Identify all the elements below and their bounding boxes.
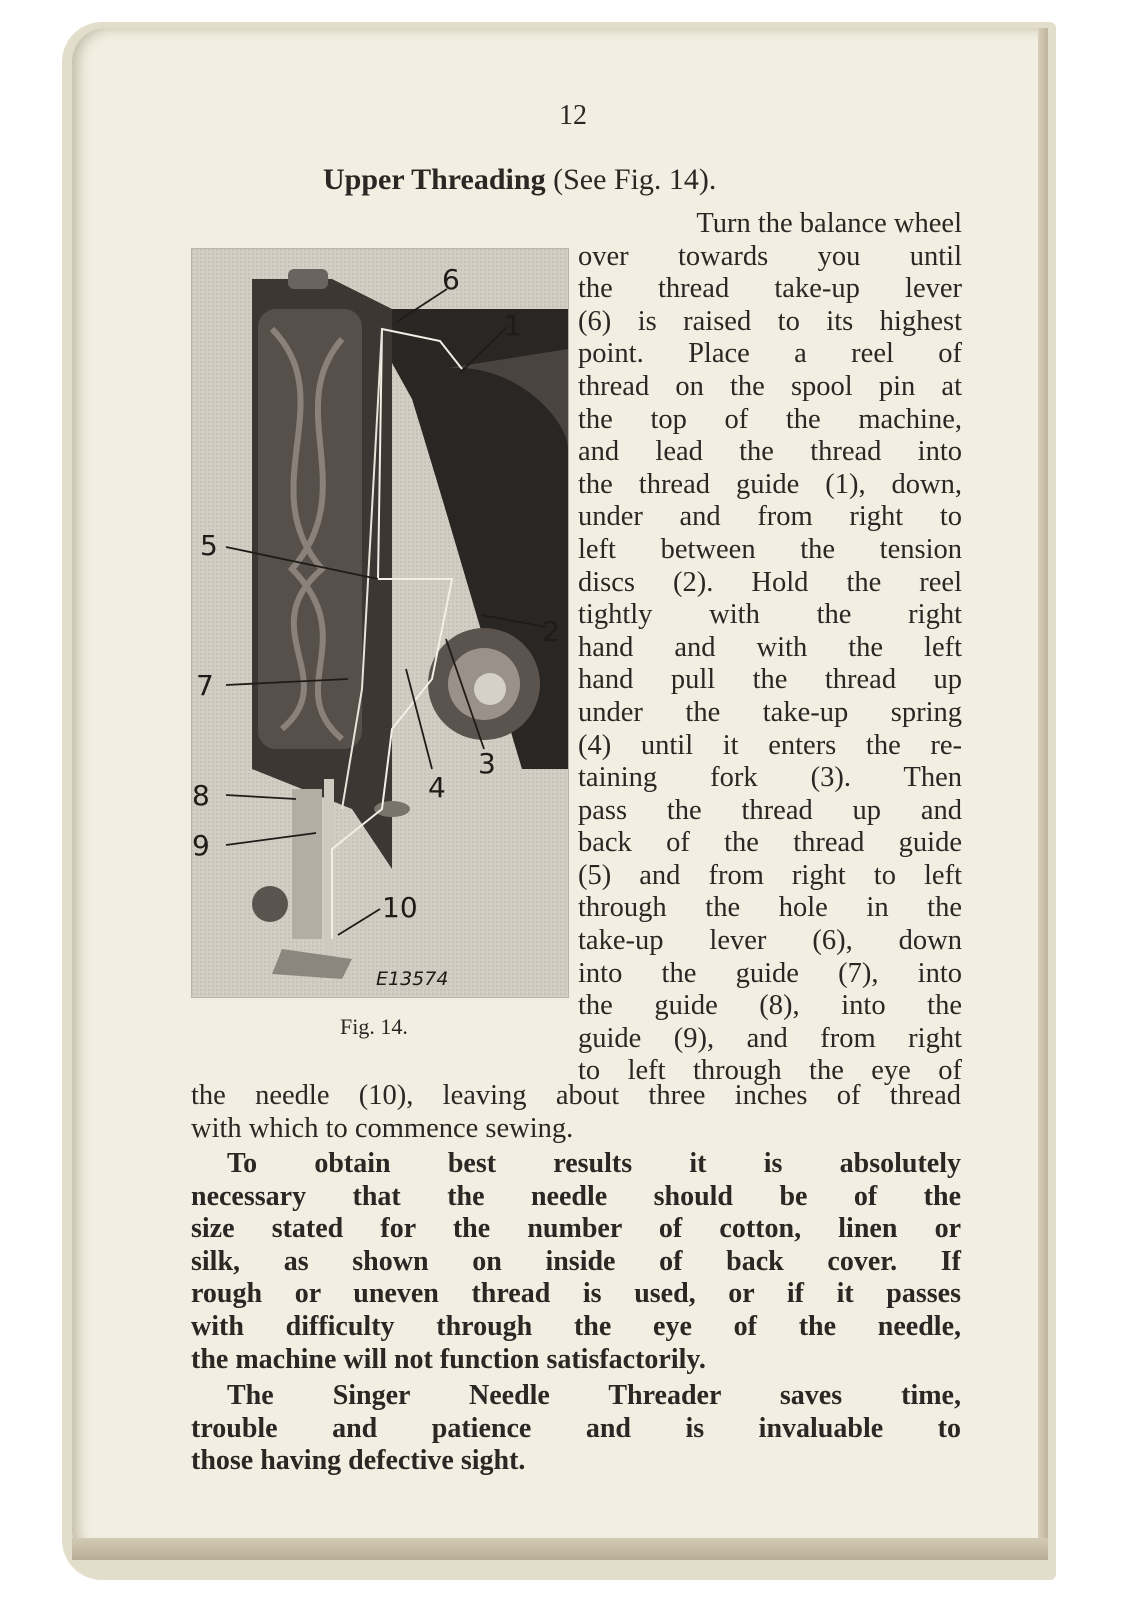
figure-label-10: 10	[382, 891, 418, 924]
section-heading	[323, 163, 716, 197]
text-line: left between the tension	[578, 533, 962, 565]
figure-label-3: 3	[478, 747, 496, 780]
figure-label-2: 2	[542, 615, 560, 648]
text-line: Turn the balance wheel	[696, 208, 962, 239]
figure-label-8: 8	[192, 779, 210, 812]
text-line: the thread guide (1), down,	[578, 468, 962, 500]
text-line: through the hole in the	[578, 892, 962, 924]
text-line: tightly with the right	[578, 599, 962, 631]
figure-caption: Fig. 14.	[340, 1014, 408, 1039]
text-line: rough or uneven thread is used, or if it passes	[191, 1278, 961, 1310]
text-line: (5) and from right to left	[578, 859, 962, 891]
threading-instructions-continued	[191, 1080, 961, 1145]
threading-instructions-column	[578, 208, 962, 1088]
text-line: (4) until it enters the re-	[578, 729, 962, 761]
text-line: take-up lever (6), down	[578, 925, 962, 957]
text-line: those having defective sight.	[191, 1445, 526, 1477]
text-line: over towards you until	[578, 240, 962, 272]
text-line: guide (9), and from right	[578, 1022, 962, 1054]
figure-label-5: 5	[200, 529, 218, 562]
text-line: back of the thread guide	[578, 827, 962, 859]
text-line: To obtain best results it is absolutely	[227, 1148, 961, 1179]
text-line: The Singer Needle Threader saves time,	[227, 1380, 961, 1411]
figure-label-9: 9	[192, 829, 210, 862]
heading-reference: (See Fig. 14).	[553, 163, 717, 196]
text-line: the guide (8), into the	[578, 990, 962, 1022]
text-line: point. Place a reel of	[578, 338, 962, 370]
text-line: hand and with the left	[578, 631, 962, 663]
figure-14-illustration	[191, 248, 569, 998]
text-line: (6) is raised to its highest	[578, 305, 962, 337]
text-line: taining fork (3). Then	[578, 762, 962, 794]
text-line: into the guide (7), into	[578, 957, 962, 989]
text-line: thread on the spool pin at	[578, 370, 962, 402]
figure-code: E13574	[376, 968, 449, 990]
figure-label-6: 6	[442, 263, 460, 296]
figure-label-7: 7	[196, 669, 214, 702]
text-line: with which to commence sewing.	[191, 1112, 574, 1144]
text-line: pass the thread up and	[578, 794, 962, 826]
page-number: 12	[559, 100, 587, 131]
text-line: with difficulty through the eye of the needle,	[191, 1310, 961, 1342]
text-line: under the take-up spring	[578, 696, 962, 728]
figure-label-1: 1	[504, 309, 522, 342]
text-line: size stated for the number of cotton, linen or	[191, 1213, 961, 1245]
text-line: trouble and patience and is invaluable to	[191, 1412, 961, 1444]
text-line: the top of the machine,	[578, 403, 962, 435]
text-line: the machine will not function satisfactorily.	[191, 1343, 706, 1375]
text-line: silk, as shown on inside of back cover. If	[191, 1245, 961, 1277]
needle-threader-notice	[191, 1380, 961, 1478]
needle-size-notice	[191, 1148, 961, 1376]
text-line: the thread take-up lever	[578, 273, 962, 305]
text-line: under and from right to	[578, 501, 962, 533]
text-line: necessary that the needle should be of the	[191, 1180, 961, 1212]
text-line: the needle (10), leaving about three inches of thread	[191, 1080, 961, 1111]
text-line: discs (2). Hold the reel	[578, 566, 962, 598]
text-line: hand pull the thread up	[578, 664, 962, 696]
text-line: to left through the eye of	[578, 1055, 962, 1087]
figure-label-4: 4	[428, 771, 446, 804]
heading-title: Upper Threading	[323, 163, 546, 196]
sewing-machine-head-illustration	[192, 249, 568, 997]
text-line: and lead the thread into	[578, 436, 962, 468]
